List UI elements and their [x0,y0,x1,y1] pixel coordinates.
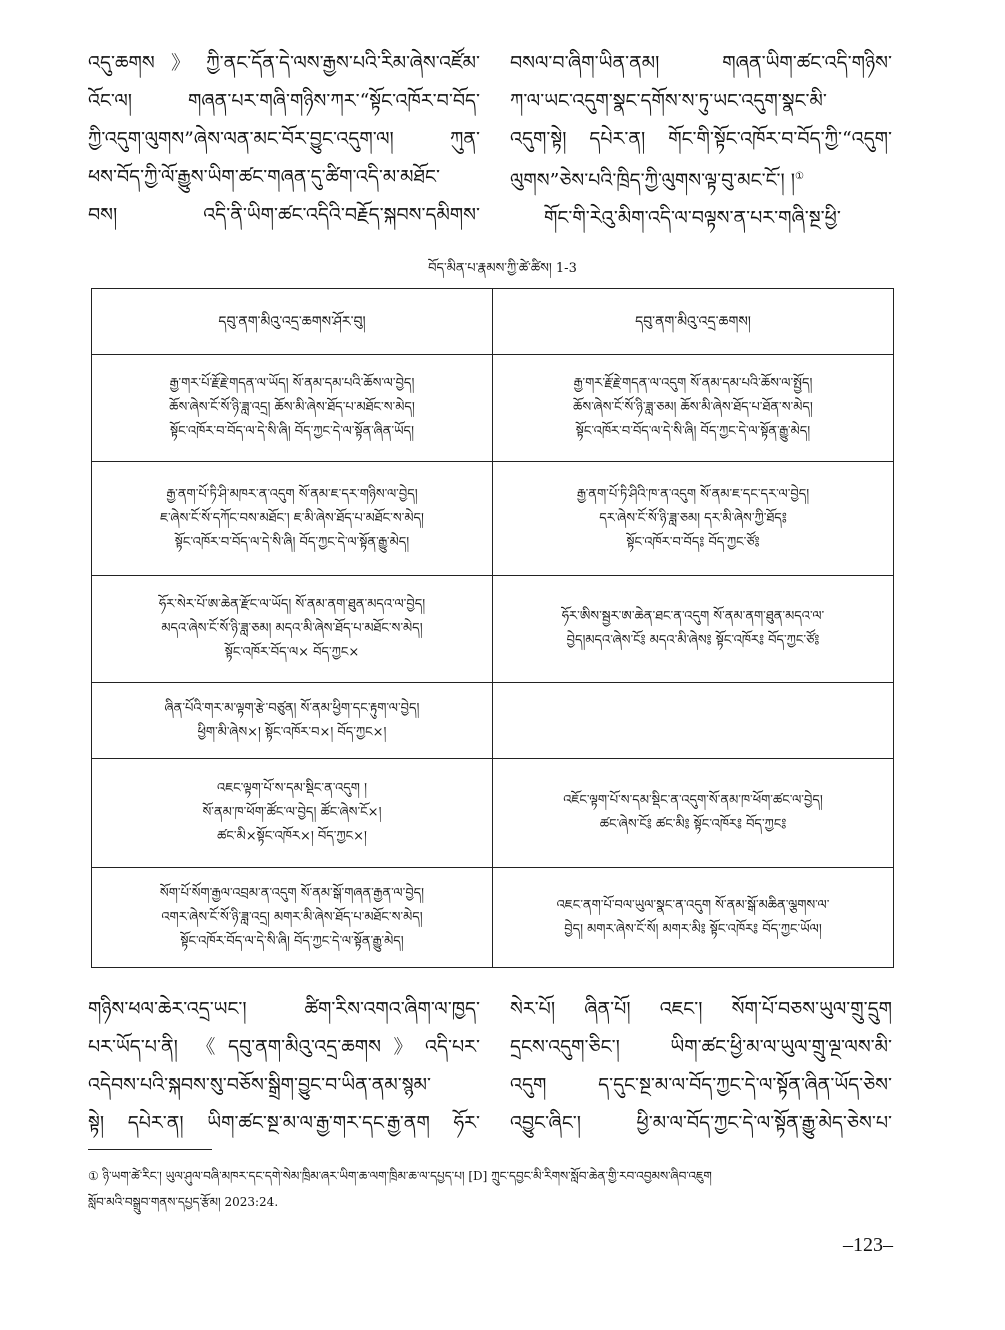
table-cell [493,462,894,576]
table-row [92,462,894,576]
table-cell [493,868,894,968]
body-column-top-left [88,44,480,234]
body-line: སེར་པོ། ཞིན་པོ། འཇང་། སོག་པོ་བཅས་ཡུལ་གྲུ་དྲུག [510,998,892,1020]
cell-line: རྒྱ་ནག་པོ་ཏི་ཤིའི་ཁ་ན་འདུག སོ་ནམ་ཇ་དང་དར་ལ་བྱེད། [576,486,810,502]
table-cell [92,683,493,759]
table-header-cell: དབུ་ནག་མིའུ་འདྲ་ཆགས་ཤོར་བུ། [92,289,493,355]
table-cell-empty [493,683,894,759]
table-cell [92,868,493,968]
cell-line: རྒྱ་ནག་པོ་ཏི་ཤི་མཁར་ན་འདུག སོ་ནམ་ཇ་དར་གཉིས་ལ་བྱེད། [166,486,418,502]
cell-line: སྟོང་འཁོར་བོད་ལ× བོད་ཀྱང× [224,645,360,660]
cell-line: རྒྱ་གར་རྗོ་རྗེ་གདན་ལ་འདུག སོ་ནམ་དམ་པའི་ཆོས་ལ་སྤྱོད། [573,376,813,391]
comparison-table [91,288,894,968]
body-line: བས། འདི་ནི་ཡིག་ཚང་འདིའི་བརྗོད་སྐབས་དམིགས་ [88,204,480,226]
cell-line: སོག་པོ་སོག་རྒྱལ་འབྲམ་ན་འདུག སོ་ནམ་སྒོ་གཞན་རྒྱན་ལ་བྱེད། [159,885,425,901]
table-cell [92,576,493,683]
body-line: ཀ་ལ་ཡང་འདུག་སྣང་དགོས་ས་ཏུ་ཡང་འདུག་སྣང་མི་ [510,90,827,112]
table-cell [493,576,894,683]
cell-line: དར་ཞེས་ངོ་སོ་ཉི་ཟླ་ཅམ། དར་མི་ཞེས་ཀྱི་ཐོད༔ [599,510,787,526]
cell-line: འགར་ཞེས་ངོ་སོ་ཉི་ཟླ་འདྲ། མགར་མི་ཞེས་ཐོད་པ་མཐོང་ས་མེད། [161,909,423,925]
body-line: འདུ་ཆགས》ཀྱི་ནང་དོན་དེ་ལས་རྒྱས་པའི་རིམ་ཞེས་འཛོམ་ [88,52,480,74]
table-row [92,576,894,683]
cell-line: སོ་ནམ་ཁ་ཕོག་ཚོང་ལ་བྱེད། ཚོང་ཞེས་ངོ×། [202,805,382,820]
cell-line: སྟོང་འཁོར་བ་བོད་ལ་དེ་སི་ཞི། བོད་ཀྱང་དེ་ལ་སྟོན་རྒྱུ་མེད། [174,534,410,550]
body-line-text: ལུགས”ཅེས་པའི་ཁྲིད་ཀྱི་ལུགས་ལྟ་བུ་མང་ངོ་། ། [510,169,796,192]
body-line: དྲངས་འདུག་ཅིང་། ཡིག་ཚང་ཕྱི་མ་ལ་ཡུལ་གྲུ་ལྔ་ལས་མི་ [510,1036,892,1058]
table-row [92,868,894,968]
table-cell [92,355,493,462]
body-line: བསལ་བ་ཞིག་ཡིན་ནམ། གཞན་ཡིག་ཚང་འདི་གཉིས་ [510,52,892,74]
cell-line: སྟོང་འཁོར་བ་བོད༔ བོད་ཀྱང་ཙོ༔ [626,534,760,550]
body-line: པར་ཡོད་པ་ནི། 《དབུ་ནག་མིའུ་འདྲ་ཆགས》འདི་པར་ [88,1036,480,1058]
footnote-divider [88,1149,212,1150]
table-row [92,683,894,759]
table-cell [92,462,493,576]
cell-line: བྱེད།མདའ་ཞེས་ངོ༔ མདའ་མི་ཞེས༔ སྟོང་འཁོར༔ བོད་ཀྱང་ཙོ༔ [566,633,820,648]
table-cell [92,759,493,868]
body-line: འབྱུང་ཞིང་། ཕྱི་མ་ལ་བོད་ཀྱང་དེ་ལ་སྟོན་རྒྱུ་མེད་ཅེས་པ་ [510,1112,892,1134]
body-column-bottom-left [88,990,480,1142]
body-line: འོང་ལ། གཞན་པར་གཞི་གཉིས་ཀར་“སྟོང་འཁོར་བ་བོད་ [88,90,480,112]
table-row [92,355,894,462]
cell-line: འཇོང་ལྟག་པོ་ས་དམ་སྡིང་ན་འདུག་སོ་ནམ་ཁ་ཕོག་ཚང་ལ་བྱེད། [563,793,823,808]
cell-line: རྒྱ་གར་པོ་རྗོ་རྗེ་གདན་ལ་ཡོད། སོ་ནམ་དམ་པའི་ཆོས་ལ་བྱེད། [169,376,415,391]
body-line: ཕས་བོད་ཀྱི་ལོ་རྒྱུས་ཡིག་ཚང་གཞན་དུ་ཚིག་འདི་མ་མཐོང་ [88,166,440,188]
body-line: སྟེ། དཔེར་ན། ཡིག་ཚང་སྔ་མ་ལ་རྒྱ་གར་དང་རྒྱ་ནག ཧོར་ [88,1112,480,1134]
table-header-row [92,289,894,355]
cell-line: སྟོང་འཁོར་བ་བོད་ལ་དེ་སི་ཞི། བོད་ཀྱང་དེ་ལ་སྟོན་ཞིན་ཡོད། [170,424,414,439]
table-cell [493,759,894,868]
cell-line: ཕྱིག་མི་ཞེས×། སྟོང་འཁོར་བ×། བོད་ཀྱང×། [197,724,387,740]
cell-line: ཚང་མི×སྟོང་འཁོར×། བོད་ཀྱང×། [217,829,367,844]
footnote-line: སློབ་མའི་བསྒྲུབ་གནས་དཔྱད་རྩོམ། 2023:24. [88,1195,279,1209]
footnote-mark[interactable]: ① [795,171,804,182]
table-caption: བོད་མིན་པ་རྣམས་ཀྱི་ཚེ་ཚིས། 1-3 [428,261,577,276]
cell-line: ཧོར་སེར་པོ་ཨ་ཆེན་རྫོང་ལ་ཡོད། སོ་ནམ་ནག་ཐུན་མདའ་ལ་བྱེད། [158,597,426,612]
cell-line: མདའ་ཞེས་ངོ་སོ་ཉི་ཟླ་ཅམ། མདའ་མི་ཞེས་ཐོད་པ་མཐོང་ས་མེད། [161,621,423,636]
body-line: འདེབས་པའི་སྐབས་སུ་བཅོས་སྒྲིག་བྱུང་བ་ཡིན་ནམ་སྙམ་ [88,1074,431,1096]
table-header-cell: དབུ་ནག་མིའུ་འདྲ་ཆགས། [493,289,894,355]
cell-line: འཇང་ནག་པོ་བལ་ཡུལ་སྣང་ན་འདུག སོ་ནམ་སྒོ་མཆིན་ལྕགས་ལ་ [556,897,830,913]
footnote-line: ① ཉི་ཡག་ཚེ་རིང་། ཡུལ་ཤུལ་བཞི་མཁར་དང་དགེ་སེམ་ཁྲིམ་ཞར་ཡིག་ཆ་ལག་ཁྲིམ་ཆ་ལ་དཔྱད་པ། [D] ཀྲུང་དབྱང་མི་རིགས་སློབ་ཆེན་གྱི་རབ་འབྱམས་ཞིབ་འཇུག [88,1169,712,1183]
body-line: གཉིས་ཕལ་ཆེར་འདྲ་ཡང་། ཚིག་རིས་འགའ་ཞིག་ལ་ཁྱད་ [88,998,480,1020]
body-column-top-right [510,44,892,237]
cell-line: ཚང་ཞེས་ངོ༔ ཚང་མི༔ སྟོང་འཁོར༔ བོད་ཀྱང༔ [599,817,787,832]
body-line: ཀྱི་འདུག་ལུགས”ཞེས་ལན་མང་བོར་བྱུང་འདུག་ལ། ཀུན་ [88,128,480,150]
body-line-with-note [510,158,892,199]
cell-line: འཇང་ལྟག་པོ་ས་དམ་སྡིང་ན་འདུག ། [217,781,367,796]
body-line: འདུག་སྟེ། དཔེར་ན། གོང་གི་སྟོང་འཁོར་བ་བོད་ཀྱི་“འདུག་ [510,128,892,150]
table-cell [493,355,894,462]
body-line: འདུག ད་དུང་སྔ་མ་ལ་བོད་ཀྱང་དེ་ལ་སྟོན་ཞིན་ཡོད་ཅེས་ [510,1074,892,1096]
body-column-bottom-right [510,990,892,1142]
cell-line: ཧོར་ཨིས་སྦྱར་ཨ་ཆེན་ཐང་ན་འདུག སོ་ནམ་ནག་ཐུན་མདའ་ལ་ [561,609,825,624]
cell-line: སྟོང་འཁོར་བ་བོད་ལ་དེ་སི་ཞི། བོད་ཀྱང་དེ་ལ་སྟོན་རྒྱུ་མེད། [575,424,811,439]
cell-line: བྱེད། མགར་ཞེས་ངོ་སོ། མགར་མི༔ སྟོང་འཁོར༔ བོད་ཀྱང་ཡོལ། [564,921,822,937]
footnote [88,1163,900,1215]
table-row [92,759,894,868]
cell-line: ཞིན་པོའི་གར་མ་ལྟག་རྩེ་བཙུན། སོ་ནམ་ཕྱིག་དང་རྟུག་ལ་བྱེད། [164,700,420,716]
cell-line: སྟོང་འཁོར་བོད་ལ་དེ་སི་ཞི། བོད་ཀྱང་དེ་ལ་སྟོན་རྒྱུ་མེད། [180,933,404,949]
body-line: གོང་གི་རེའུ་མིག་འདི་ལ་བལྟས་ན་པར་གཞི་སྔ་ཕྱི་ [544,207,841,230]
page-number: –123– [843,1234,893,1256]
cell-line: ཆོས་ཞེས་ངོ་སོ་ཉི་ཟླ་ཅམ། ཆོས་མི་ཞེས་ཐོད་པ་ཐོན་ས་མེད། [573,400,813,415]
cell-line: ཇ་ཞེས་ངོ་སོ་དཀོང་བས་མཐོང་། ཇ་མི་ཞེས་ཐོད་པ་མཐོང་ས་མེད། [160,510,424,526]
cell-line: ཆོས་ཞེས་ངོ་སོ་ཉི་ཟླ་འདྲ། ཆོས་མི་ཞེས་ཐོད་པ་མཐོང་ས་མེད། [169,400,415,415]
